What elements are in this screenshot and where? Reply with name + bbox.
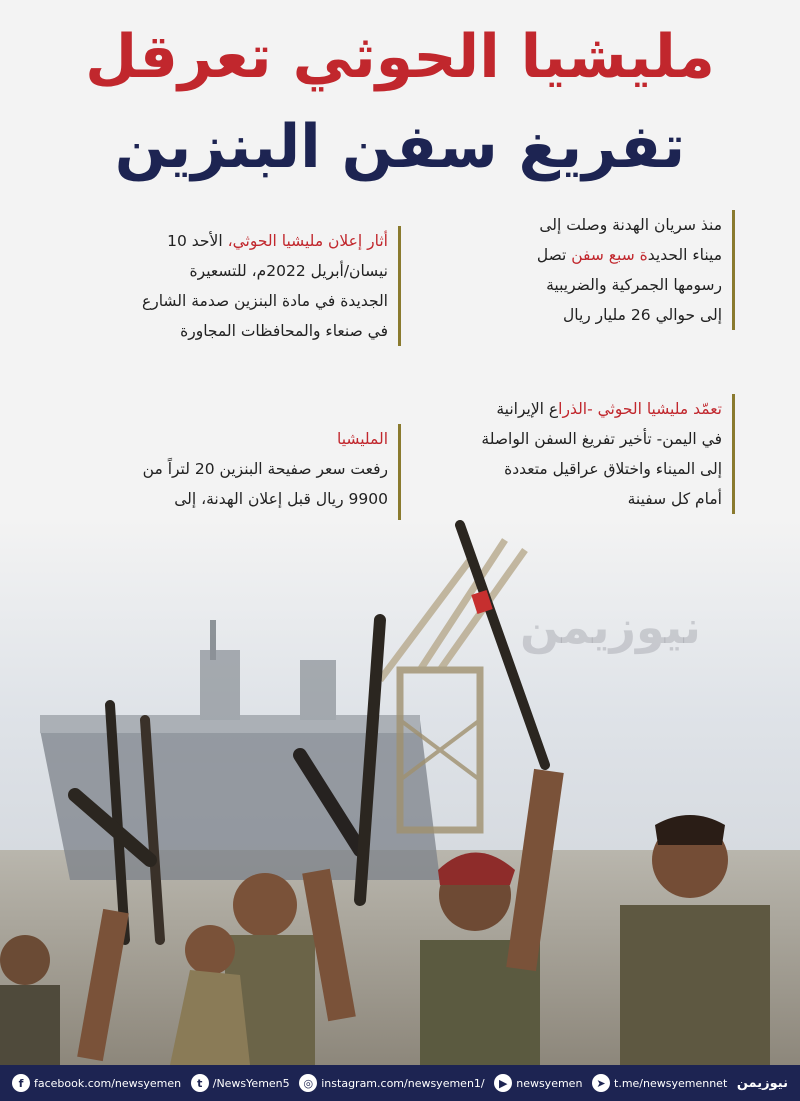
telegram-icon: ➤ xyxy=(592,1074,610,1092)
instagram-link[interactable] xyxy=(299,1074,484,1092)
text-line: منذ سريان الهدنة وصلت إلى xyxy=(539,216,722,234)
text-line: 9900 ريال قبل إعلان الهدنة، إلى xyxy=(174,490,388,508)
text-line: نيسان/أبريل 2022م، للتسعيرة xyxy=(189,262,388,280)
newsyemen-watermark: نيوزيمن xyxy=(520,600,701,654)
text-line: إلى حوالي 26 مليار ريال xyxy=(562,306,722,324)
headline-line-1: مليشيا الحوثي تعرقل xyxy=(85,22,715,92)
text-line: أمام كل سفينة xyxy=(627,490,722,508)
footer-social-bar xyxy=(0,1065,800,1101)
telegram-link[interactable] xyxy=(592,1074,727,1092)
text-block-ships-arrived xyxy=(470,210,735,330)
text-line: رفعت سعر صفيحة البنزين 20 لتراً من xyxy=(142,460,388,478)
headline-line-2: تفريغ سفن البنزين xyxy=(114,112,686,182)
text-line: في صنعاء والمحافظات المجاورة xyxy=(180,322,388,340)
youtube-link[interactable] xyxy=(494,1074,582,1092)
youtube-label: newsyemen xyxy=(516,1076,583,1090)
twitter-link[interactable] xyxy=(191,1074,290,1092)
text-span: ع الإيرانية xyxy=(496,400,559,418)
text-line xyxy=(430,394,722,424)
youtube-icon: ▶ xyxy=(494,1074,512,1092)
highlight-text: المليشيا xyxy=(336,430,388,448)
instagram-icon: ◎ xyxy=(299,1074,317,1092)
text-line: ميناء الحديدة سبع سفن تصل xyxy=(536,246,722,264)
telegram-label: t.me/newsyemennet xyxy=(614,1076,728,1090)
text-line xyxy=(92,226,388,256)
highlight-text: تعمّد مليشيا الحوثي -الذرا xyxy=(558,400,722,418)
twitter-icon: t xyxy=(191,1074,209,1092)
text-span: الأحد 10 xyxy=(167,232,228,250)
newsyemen-logo: نيوزيمن xyxy=(736,1075,788,1091)
text-line: الجديدة في مادة البنزين صدمة الشارع xyxy=(141,292,388,310)
text-line: إلى الميناء واختلاق عراقيل متعددة xyxy=(504,460,722,478)
text-block-unloading-delay xyxy=(430,394,735,514)
twitter-label: /NewsYemen5 xyxy=(212,1076,290,1090)
text-line: رسومها الجمركية والضريبية xyxy=(546,276,722,294)
text-block-price-announcement xyxy=(92,226,401,346)
text-line: في اليمن- تأخير تفريغ السفن الواصلة xyxy=(481,430,722,448)
text-line xyxy=(92,424,388,454)
facebook-icon: f xyxy=(12,1074,30,1092)
facebook-label: facebook.com/newsyemen xyxy=(34,1076,182,1090)
highlight-text: أثار إعلان مليشيا الحوثي، xyxy=(227,232,388,250)
instagram-label: instagram.com/newsyemen1/ xyxy=(321,1076,485,1090)
facebook-link[interactable] xyxy=(12,1074,181,1092)
